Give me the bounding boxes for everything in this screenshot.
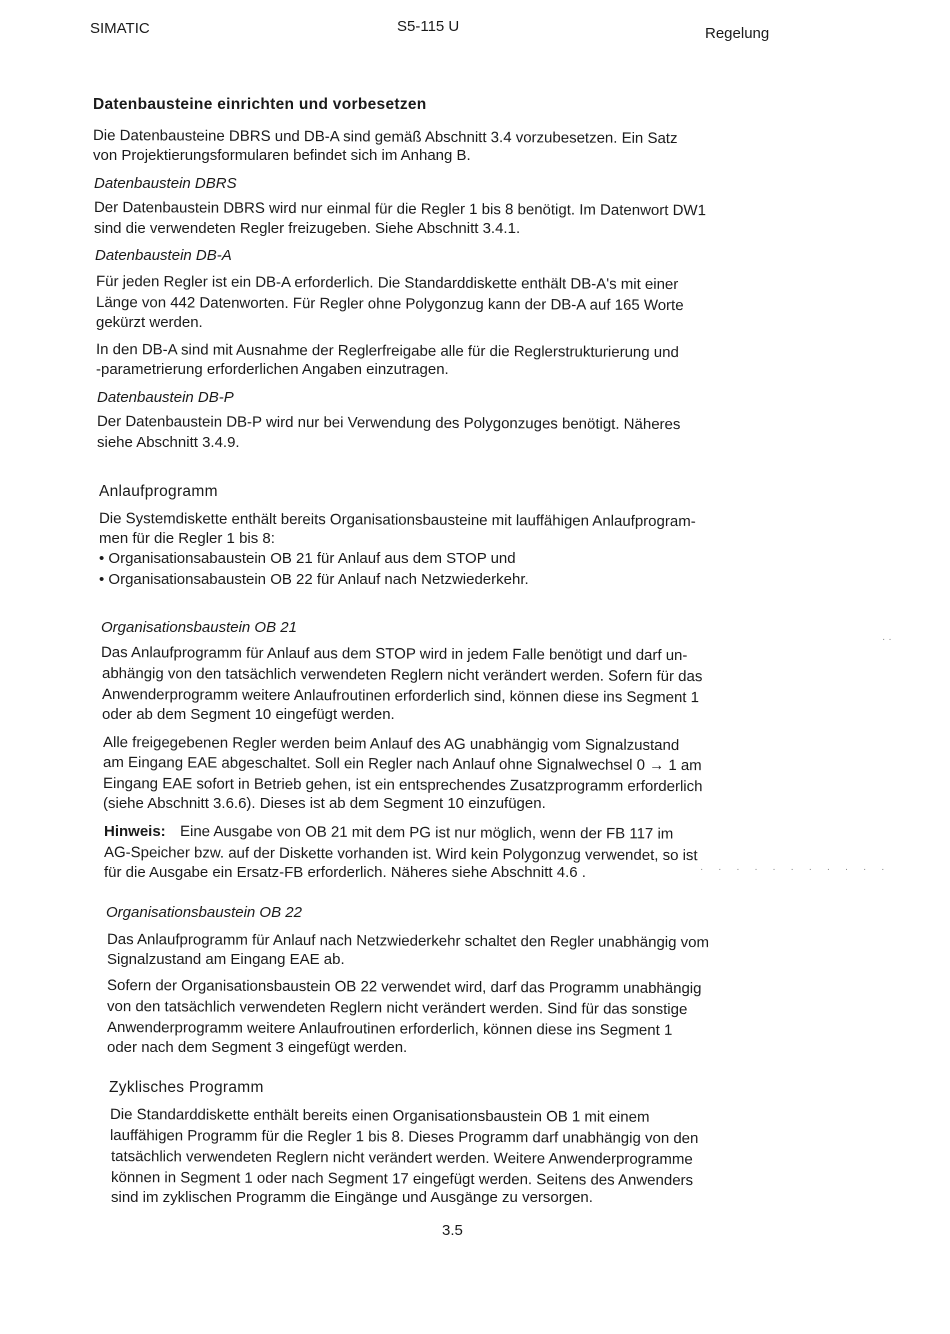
paragraph-line: können in Segment 1 oder nach Segment 17 eingefügt werden. Seitens des Anwenders (110, 1169, 694, 1190)
paragraph-line: Die Standarddiskette enthält bereits einen Organisationsbaustein OB 1 mit einem (109, 1106, 650, 1126)
scan-speck: · · · · · · · · · · · (700, 864, 891, 875)
paragraph-line: siehe Abschnitt 3.4.9. (97, 434, 240, 451)
paragraph-line: Der Datenbaustein DB-P wird nur bei Verwendung des Polygonzuges benötigt. Näheres (96, 413, 681, 434)
paragraph-line: (siehe Abschnitt 3.6.6). Dieses ist ab dem Segment 10 einzufügen. (103, 795, 546, 812)
paragraph-line: lauffähigen Programm für die Regler 1 bis 8. Dieses Programm darf unabhängig von den (109, 1127, 699, 1148)
paragraph-line: Der Datenbaustein DBRS wird nur einmal für die Regler 1 bis 8 benötigt. Im Datenwort DW1 (93, 199, 706, 220)
paragraph-line: von Projektierungsformularen befindet sich im Anhang B. (93, 147, 471, 164)
subheading-ob22: Organisationsbaustein OB 22 (106, 904, 302, 921)
scan-speck: ·· (882, 634, 895, 645)
section-heading-datenbausteine: Datenbausteine einrichten und vorbesetzen (93, 96, 427, 113)
bullet-item: • Organisationsabaustein OB 22 für Anlauf nach Netzwiederkehr. (99, 571, 529, 588)
paragraph-line: von den tatsächlich verwendeten Reglern nicht verändert werden. Sind für das sonstige (106, 998, 688, 1019)
paragraph-line: tatsächlich verwendeten Reglern nicht verändert werden. Weitere Anwenderprogramme (110, 1148, 693, 1169)
subheading-ob21: Organisationsbaustein OB 21 (101, 619, 297, 636)
paragraph-line: sind die verwendeten Regler freizugeben. Siehe Abschnitt 3.4.1. (94, 220, 521, 237)
paragraph-line: men für die Regler 1 bis 8: (99, 530, 275, 547)
note-label: Hinweis: (104, 823, 166, 840)
header-center: S5-115 U (397, 18, 460, 35)
paragraph-line: oder ab dem Segment 10 eingefügt werden. (102, 706, 395, 723)
paragraph-line: Anwenderprogramm weitere Anlaufroutinen erforderlich sind, können diese ins Segment 1 (101, 686, 700, 707)
paragraph-line: Anwenderprogramm weitere Anlaufroutinen erforderlich, können diese ins Segment 1 (106, 1019, 673, 1039)
paragraph-line: für die Ausgabe ein Ersatz-FB erforderlich. Näheres siehe Abschnitt 4.6 . (104, 864, 586, 881)
paragraph-line: Sofern der Organisationsbaustein OB 22 verwendet wird, darf das Programm unabhängig (106, 977, 702, 998)
paragraph-line: Länge von 442 Datenworten. Für Regler ohne Polygonzug kann der DB-A auf 165 Worte (95, 294, 684, 315)
page-number: 3.5 (442, 1222, 463, 1239)
subheading-dbrs: Datenbaustein DBRS (94, 175, 237, 192)
bullet-item: • Organisationsabaustein OB 21 für Anlauf aus dem STOP und (99, 550, 516, 567)
paragraph-line: AG-Speicher bzw. auf der Diskette vorhanden ist. Wird kein Polygonzug verwendet, so ist (103, 844, 698, 865)
paragraph-line: am Eingang EAE abgeschaltet. Soll ein Regler nach Anlauf ohne Signalwechsel 0 → 1 am (102, 754, 702, 775)
section-heading-anlaufprogramm: Anlaufprogramm (99, 483, 218, 500)
paragraph-line: Für jeden Regler ist ein DB-A erforderlich. Die Standarddiskette enthält DB-A's mit einer (95, 273, 679, 294)
paragraph-line: Alle freigegebenen Regler werden beim Anlauf des AG unabhängig vom Signalzustand (102, 734, 680, 755)
paragraph-line: Eingang EAE sofort in Betrieb gehen, ist ein entsprechendes Zusatzprogramm erforderlich (102, 775, 703, 796)
header-right: Regelung (705, 25, 770, 42)
paragraph-line: Das Anlaufprogramm für Anlauf aus dem STOP wird in jedem Falle benötigt und darf un- (100, 644, 688, 665)
subheading-db-a: Datenbaustein DB-A (95, 247, 232, 264)
paragraph-line: In den DB-A sind mit Ausnahme der Reglerfreigabe alle für die Reglerstrukturierung und (95, 341, 679, 362)
paragraph-line: -parametrierung erforderlichen Angaben einzutragen. (96, 361, 449, 378)
paragraph-line: sind im zyklischen Programm die Eingänge und Ausgänge zu versorgen. (111, 1189, 593, 1206)
paragraph-line: Das Anlaufprogramm für Anlauf nach Netzwiederkehr schaltet den Regler unabhängig vom (106, 931, 710, 952)
paragraph-line: oder nach dem Segment 3 eingefügt werden. (107, 1039, 408, 1056)
paragraph-line: Eine Ausgabe von OB 21 mit dem PG ist nur möglich, wenn der FB 117 im (179, 823, 674, 843)
paragraph-line: abhängig von den tatsächlich verwendeten Reglern nicht verändert werden. Sofern für das (101, 665, 703, 686)
paragraph-line: Signalzustand am Eingang EAE ab. (107, 951, 345, 968)
subheading-db-p: Datenbaustein DB-P (97, 389, 234, 406)
section-heading-zyklisches-programm: Zyklisches Programm (109, 1079, 264, 1096)
header-left: SIMATIC (90, 20, 150, 37)
paragraph-line: gekürzt werden. (96, 314, 203, 331)
paragraph-line: Die Systemdiskette enthält bereits Organisationsbausteine mit lauffähigen Anlaufprogram- (98, 510, 696, 531)
paragraph-line: Die Datenbausteine DBRS und DB-A sind gemäß Abschnitt 3.4 vorzubesetzen. Ein Satz (92, 127, 678, 148)
